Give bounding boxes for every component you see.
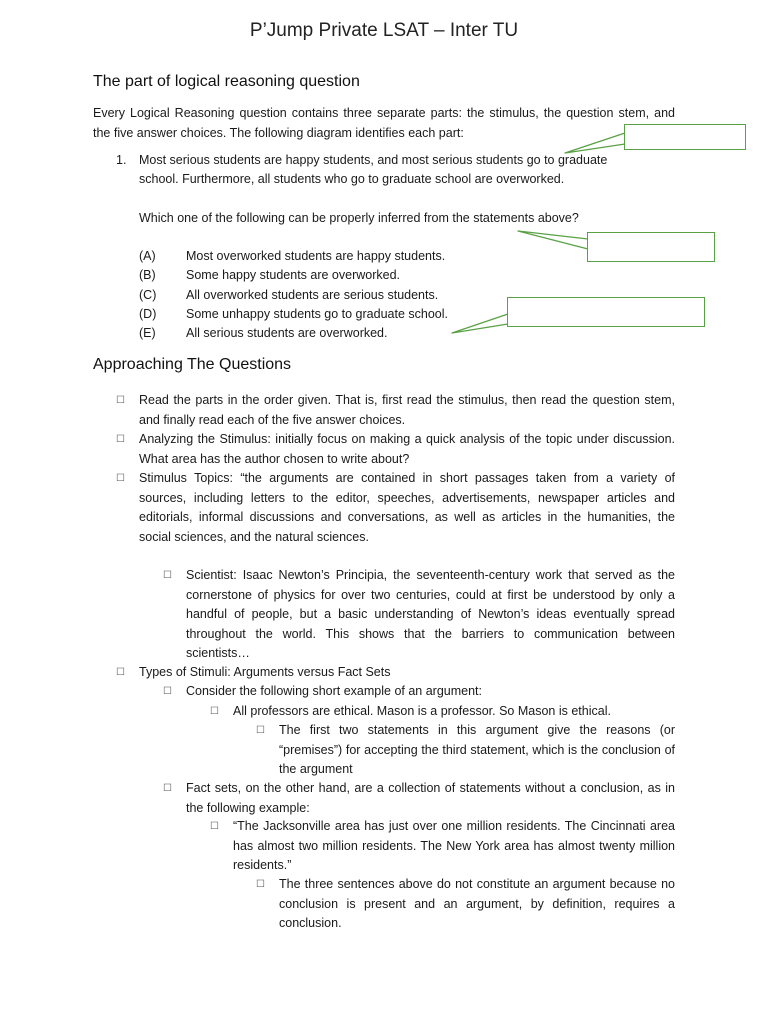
question-number: 1. <box>116 153 127 167</box>
list-item-scientist-example: Scientist: Isaac Newton’s Principia, the seventeenth-century work that served as the cornerstone of physics for over two centuries, could at first be understood by only a handful of people, but a basic understanding of Newton’s ideas eventually spread throughout the world. This shows that the barriers to communication between scientists… <box>186 568 675 660</box>
checkbox-bullet-icon: ☐ <box>116 473 125 484</box>
list-item-no-conclusion: The three sentences above do not constitute an argument because no conclusion is present and an argument, by definition, requires a conclusion. <box>279 877 675 930</box>
page-title: P’Jump Private LSAT – Inter TU <box>249 20 519 41</box>
choice-b-text: Some happy students are overworked. <box>186 268 401 282</box>
choice-e-letter: (E) <box>139 326 156 340</box>
choice-d-text: Some unhappy students go to graduate school. <box>186 307 448 321</box>
choice-e-text: All serious students are overworked. <box>186 326 388 340</box>
choice-a-text: Most overworked students are happy students. <box>186 249 446 263</box>
checkbox-bullet-icon: ☐ <box>256 879 265 890</box>
callout-box-choices <box>507 297 705 327</box>
list-item-fact-set-example: “The Jacksonville area has just over one million residents. The Cincinnati area has almost two million residents. The New York area has almost twenty million residents.” <box>233 819 675 872</box>
callout-pointer-choices <box>452 314 508 333</box>
checkbox-bullet-icon: ☐ <box>116 667 125 678</box>
list-item-fact-sets: Fact sets, on the other hand, are a collection of statements without a conclusion, as in the following example: <box>186 781 675 815</box>
checkbox-bullet-icon: ☐ <box>116 434 125 445</box>
checkbox-bullet-icon: ☐ <box>210 821 219 832</box>
checkbox-bullet-icon: ☐ <box>116 395 125 406</box>
checkbox-bullet-icon: ☐ <box>163 783 172 794</box>
choice-b-letter: (B) <box>139 268 156 282</box>
list-item-types-of-stimuli: Types of Stimuli: Arguments versus Fact Sets <box>139 665 391 679</box>
list-item-stimulus-topics: Stimulus Topics: “the arguments are contained in short passages taken from a variety of sources, including letters to the editor, speeches, advertisements, newspaper articles and editorials, informal discussions and conversations, as well as articles in the humanities, the social sciences, and the natural sciences. <box>139 471 675 544</box>
callout-box-stem <box>587 232 715 262</box>
choice-d-letter: (D) <box>139 307 157 321</box>
intro-paragraph: Every Logical Reasoning question contains three separate parts: the stimulus, the question stem, and the five answer choices. The following diagram identifies each part: <box>93 106 675 140</box>
callout-pointer-stem <box>518 231 588 249</box>
stimulus-line-2: school. Furthermore, all students who go to graduate school are overworked. <box>139 172 565 186</box>
section-heading-approaching: Approaching The Questions <box>93 356 292 373</box>
checkbox-bullet-icon: ☐ <box>163 686 172 697</box>
list-item-premises-explanation: The first two statements in this argument give the reasons (or “premises”) for accepting the third statement, which is the conclusion of the argument <box>279 723 675 776</box>
list-item-argument-example-intro: Consider the following short example of an argument: <box>186 684 482 698</box>
choice-c-letter: (C) <box>139 288 157 302</box>
section-heading-logical-reasoning: The part of logical reasoning question <box>93 73 360 90</box>
checkbox-bullet-icon: ☐ <box>256 725 265 736</box>
question-stem: Which one of the following can be properly inferred from the statements above? <box>139 211 579 225</box>
callout-box-stimulus <box>624 124 746 150</box>
list-item-argument-example: All professors are ethical. Mason is a professor. So Mason is ethical. <box>233 704 611 718</box>
choice-c-text: All overworked students are serious students. <box>186 288 439 302</box>
stimulus-line-1: Most serious students are happy students, and most serious students go to graduate <box>139 153 608 167</box>
list-item-analyzing-stimulus: Analyzing the Stimulus: initially focus on making a quick analysis of the topic under discussion. What area has the author chosen to write about? <box>139 432 675 466</box>
choice-a-letter: (A) <box>139 249 156 263</box>
list-item-read-order: Read the parts in the order given. That is, first read the stimulus, then read the question stem, and finally read each of the five answer choices. <box>139 393 675 427</box>
checkbox-bullet-icon: ☐ <box>210 706 219 717</box>
checkbox-bullet-icon: ☐ <box>163 570 172 581</box>
